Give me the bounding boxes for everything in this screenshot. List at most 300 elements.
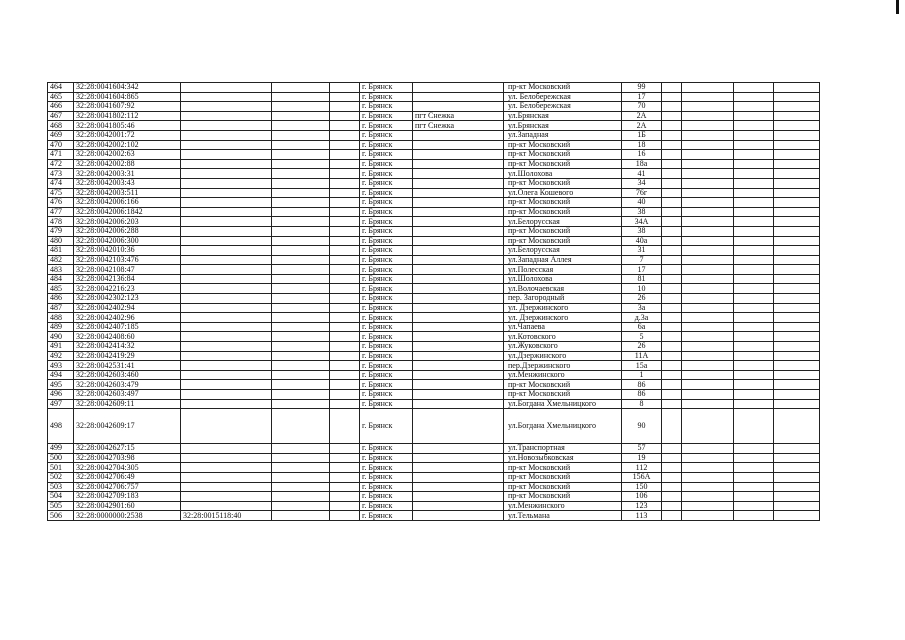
settlement-cell (413, 361, 504, 371)
city-cell: г. Брянск (360, 217, 413, 227)
empty-cell (272, 274, 330, 284)
house-number-cell: 1 (622, 370, 662, 380)
empty-cell (734, 198, 774, 208)
empty-cell (774, 472, 820, 482)
table-row (48, 217, 820, 227)
empty-cell (330, 198, 360, 208)
empty-cell (330, 351, 360, 361)
city-cell: г. Брянск (360, 140, 413, 150)
row-number-cell: 505 (48, 501, 74, 511)
table-row (48, 111, 820, 121)
settlement-cell (413, 83, 504, 93)
city-cell: г. Брянск (360, 453, 413, 463)
cadastral-number-cell: 32:28:0042103:476 (74, 255, 181, 265)
cadastral-number-cell: 32:28:0041607:92 (74, 102, 181, 112)
empty-cell (272, 102, 330, 112)
empty-cell (774, 303, 820, 313)
city-cell: г. Брянск (360, 492, 413, 502)
empty-cell (662, 342, 682, 352)
cadastral-number-cell: 32:28:0041604:865 (74, 92, 181, 102)
empty-cell (734, 370, 774, 380)
empty-cell (734, 102, 774, 112)
cadastral-number-cell: 32:28:0042006:300 (74, 236, 181, 246)
settlement-cell (413, 322, 504, 332)
row-number-cell: 478 (48, 217, 74, 227)
empty-cell (662, 236, 682, 246)
house-number-cell: 156А (622, 472, 662, 482)
empty-cell (734, 169, 774, 179)
city-cell: г. Брянск (360, 265, 413, 275)
table-row (48, 492, 820, 502)
linked-cadastral-cell (181, 274, 272, 284)
table-row (48, 332, 820, 342)
settlement-cell (413, 351, 504, 361)
empty-cell (682, 409, 734, 444)
cadastral-number-cell: 32:28:0042108:47 (74, 265, 181, 275)
empty-cell (774, 444, 820, 454)
street-cell: ул.Западная (504, 130, 622, 140)
linked-cadastral-cell (181, 188, 272, 198)
cadastral-number-cell: 32:28:0000000:2538 (74, 511, 181, 521)
empty-cell (662, 246, 682, 256)
settlement-cell (413, 159, 504, 169)
street-cell: пр-кт Московский (504, 472, 622, 482)
street-cell: пр-кт Московский (504, 159, 622, 169)
table-body (48, 83, 820, 521)
empty-cell (272, 322, 330, 332)
empty-cell (330, 303, 360, 313)
empty-cell (662, 226, 682, 236)
house-number-cell: 70 (622, 102, 662, 112)
empty-cell (330, 121, 360, 131)
empty-cell (330, 380, 360, 390)
empty-cell (272, 294, 330, 304)
settlement-cell (413, 482, 504, 492)
linked-cadastral-cell (181, 370, 272, 380)
house-number-cell: 11А (622, 351, 662, 361)
empty-cell (682, 303, 734, 313)
row-number-cell: 479 (48, 226, 74, 236)
cadastral-number-cell: 32:28:0042001:72 (74, 130, 181, 140)
settlement-cell (413, 284, 504, 294)
empty-cell (272, 169, 330, 179)
empty-cell (682, 265, 734, 275)
empty-cell (774, 380, 820, 390)
empty-cell (682, 169, 734, 179)
empty-cell (662, 83, 682, 93)
empty-cell (682, 370, 734, 380)
linked-cadastral-cell (181, 409, 272, 444)
cadastral-number-cell: 32:28:0042609:17 (74, 409, 181, 444)
house-number-cell: 112 (622, 463, 662, 473)
row-number-cell: 474 (48, 178, 74, 188)
empty-cell (734, 342, 774, 352)
empty-cell (734, 178, 774, 188)
settlement-cell (413, 409, 504, 444)
linked-cadastral-cell (181, 246, 272, 256)
empty-cell (682, 342, 734, 352)
empty-cell (734, 140, 774, 150)
empty-cell (734, 322, 774, 332)
city-cell: г. Брянск (360, 294, 413, 304)
street-cell: ул.Западная Аллея (504, 255, 622, 265)
city-cell: г. Брянск (360, 303, 413, 313)
row-number-cell: 475 (48, 188, 74, 198)
table-row (48, 444, 820, 454)
house-number-cell: 16 (622, 150, 662, 160)
empty-cell (734, 246, 774, 256)
street-cell: ул.Шолохова (504, 274, 622, 284)
house-number-cell: 26 (622, 294, 662, 304)
table-row (48, 246, 820, 256)
row-number-cell: 488 (48, 313, 74, 323)
empty-cell (734, 409, 774, 444)
linked-cadastral-cell (181, 102, 272, 112)
empty-cell (272, 303, 330, 313)
table-row (48, 159, 820, 169)
settlement-cell (413, 492, 504, 502)
empty-cell (272, 444, 330, 454)
city-cell: г. Брянск (360, 482, 413, 492)
empty-cell (662, 453, 682, 463)
row-number-cell: 472 (48, 159, 74, 169)
row-number-cell: 471 (48, 150, 74, 160)
table-row (48, 482, 820, 492)
cadastral-number-cell: 32:28:0042603:479 (74, 380, 181, 390)
empty-cell (272, 284, 330, 294)
table-row (48, 140, 820, 150)
table-row (48, 370, 820, 380)
house-number-cell: 41 (622, 169, 662, 179)
row-number-cell: 482 (48, 255, 74, 265)
empty-cell (662, 380, 682, 390)
empty-cell (774, 342, 820, 352)
table-row (48, 351, 820, 361)
empty-cell (330, 284, 360, 294)
empty-cell (774, 217, 820, 227)
table-row (48, 380, 820, 390)
empty-cell (330, 492, 360, 502)
city-cell: г. Брянск (360, 409, 413, 444)
empty-cell (662, 284, 682, 294)
empty-cell (662, 399, 682, 409)
empty-cell (330, 511, 360, 521)
street-cell: ул.Дзержинского (504, 351, 622, 361)
linked-cadastral-cell (181, 453, 272, 463)
empty-cell (734, 255, 774, 265)
street-cell: ул.Брянская (504, 121, 622, 131)
city-cell: г. Брянск (360, 380, 413, 390)
empty-cell (272, 121, 330, 131)
settlement-cell (413, 188, 504, 198)
house-number-cell: 38 (622, 207, 662, 217)
empty-cell (734, 92, 774, 102)
empty-cell (774, 274, 820, 284)
empty-cell (272, 453, 330, 463)
city-cell: г. Брянск (360, 121, 413, 131)
empty-cell (272, 255, 330, 265)
empty-cell (774, 130, 820, 140)
empty-cell (662, 501, 682, 511)
city-cell: г. Брянск (360, 351, 413, 361)
table-row (48, 342, 820, 352)
empty-cell (774, 370, 820, 380)
empty-cell (662, 303, 682, 313)
cadastral-number-cell: 32:28:0042706:757 (74, 482, 181, 492)
empty-cell (662, 102, 682, 112)
row-number-cell: 481 (48, 246, 74, 256)
empty-cell (734, 284, 774, 294)
cadastral-number-cell: 32:28:0041802:112 (74, 111, 181, 121)
empty-cell (330, 255, 360, 265)
empty-cell (734, 150, 774, 160)
empty-cell (272, 399, 330, 409)
cadastral-number-cell: 32:28:0042603:497 (74, 390, 181, 400)
cadastral-number-cell: 32:28:0042609:11 (74, 399, 181, 409)
table-row (48, 130, 820, 140)
cadastral-number-cell: 32:28:0042006:288 (74, 226, 181, 236)
empty-cell (734, 303, 774, 313)
empty-cell (734, 207, 774, 217)
street-cell: ул.Полесская (504, 265, 622, 275)
empty-cell (662, 351, 682, 361)
empty-cell (734, 492, 774, 502)
city-cell: г. Брянск (360, 322, 413, 332)
empty-cell (330, 409, 360, 444)
empty-cell (682, 332, 734, 342)
house-number-cell: д.3а (622, 313, 662, 323)
empty-cell (682, 102, 734, 112)
linked-cadastral-cell (181, 390, 272, 400)
empty-cell (662, 313, 682, 323)
row-number-cell: 484 (48, 274, 74, 284)
empty-cell (330, 111, 360, 121)
table-row (48, 198, 820, 208)
linked-cadastral-cell (181, 207, 272, 217)
row-number-cell: 498 (48, 409, 74, 444)
house-number-cell: 86 (622, 380, 662, 390)
city-cell: г. Брянск (360, 83, 413, 93)
cadastral-number-cell: 32:28:0042704:305 (74, 463, 181, 473)
empty-cell (734, 130, 774, 140)
empty-cell (682, 322, 734, 332)
cadastral-number-cell: 32:28:0042002:63 (74, 150, 181, 160)
settlement-cell (413, 274, 504, 284)
linked-cadastral-cell (181, 159, 272, 169)
row-number-cell: 467 (48, 111, 74, 121)
empty-cell (734, 217, 774, 227)
empty-cell (774, 150, 820, 160)
cadastral-number-cell: 32:28:0042402:94 (74, 303, 181, 313)
city-cell: г. Брянск (360, 313, 413, 323)
empty-cell (272, 472, 330, 482)
city-cell: г. Брянск (360, 111, 413, 121)
street-cell: пр-кт Московский (504, 492, 622, 502)
city-cell: г. Брянск (360, 226, 413, 236)
house-number-cell: 15а (622, 361, 662, 371)
cadastral-number-cell: 32:28:0042709:183 (74, 492, 181, 502)
row-number-cell: 504 (48, 492, 74, 502)
linked-cadastral-cell (181, 121, 272, 131)
house-number-cell: 113 (622, 511, 662, 521)
empty-cell (330, 102, 360, 112)
empty-cell (682, 351, 734, 361)
empty-cell (330, 399, 360, 409)
street-cell: пр-кт Московский (504, 380, 622, 390)
settlement-cell (413, 236, 504, 246)
street-cell: ул.Менжинского (504, 501, 622, 511)
empty-cell (682, 482, 734, 492)
empty-cell (662, 178, 682, 188)
city-cell: г. Брянск (360, 150, 413, 160)
empty-cell (272, 150, 330, 160)
cadastral-number-cell: 32:28:0042603:460 (74, 370, 181, 380)
empty-cell (272, 351, 330, 361)
settlement-cell (413, 130, 504, 140)
city-cell: г. Брянск (360, 390, 413, 400)
table-row (48, 303, 820, 313)
linked-cadastral-cell (181, 322, 272, 332)
city-cell: г. Брянск (360, 444, 413, 454)
settlement-cell (413, 255, 504, 265)
empty-cell (272, 178, 330, 188)
empty-cell (662, 482, 682, 492)
city-cell: г. Брянск (360, 342, 413, 352)
empty-cell (734, 444, 774, 454)
row-number-cell: 502 (48, 472, 74, 482)
empty-cell (330, 274, 360, 284)
empty-cell (774, 226, 820, 236)
row-number-cell: 473 (48, 169, 74, 179)
empty-cell (330, 463, 360, 473)
settlement-cell (413, 102, 504, 112)
empty-cell (682, 207, 734, 217)
linked-cadastral-cell (181, 472, 272, 482)
city-cell: г. Брянск (360, 102, 413, 112)
empty-cell (662, 492, 682, 502)
cadastral-number-cell: 32:28:0042408:60 (74, 332, 181, 342)
empty-cell (662, 169, 682, 179)
row-number-cell: 495 (48, 380, 74, 390)
row-number-cell: 469 (48, 130, 74, 140)
empty-cell (330, 207, 360, 217)
street-cell: ул.Жуковского (504, 342, 622, 352)
house-number-cell: 2А (622, 121, 662, 131)
empty-cell (662, 130, 682, 140)
settlement-cell (413, 342, 504, 352)
linked-cadastral-cell (181, 140, 272, 150)
empty-cell (774, 102, 820, 112)
street-cell: пр-кт Московский (504, 482, 622, 492)
city-cell: г. Брянск (360, 255, 413, 265)
table-row (48, 92, 820, 102)
empty-cell (774, 482, 820, 492)
empty-cell (330, 188, 360, 198)
table-row (48, 83, 820, 93)
city-cell: г. Брянск (360, 198, 413, 208)
street-cell: пр-кт Московский (504, 463, 622, 473)
linked-cadastral-cell (181, 444, 272, 454)
cadastral-number-cell: 32:28:0042216:23 (74, 284, 181, 294)
cadastral-number-cell: 32:28:0042006:166 (74, 198, 181, 208)
cadastral-number-cell: 32:28:0042002:88 (74, 159, 181, 169)
empty-cell (330, 313, 360, 323)
street-cell: пер. Загородный (504, 294, 622, 304)
row-number-cell: 485 (48, 284, 74, 294)
empty-cell (330, 83, 360, 93)
table-row (48, 169, 820, 179)
city-cell: г. Брянск (360, 92, 413, 102)
empty-cell (774, 453, 820, 463)
page-edge-mark (896, 0, 899, 14)
row-number-cell: 470 (48, 140, 74, 150)
empty-cell (734, 511, 774, 521)
cadastral-number-cell: 32:28:0042703:98 (74, 453, 181, 463)
linked-cadastral-cell (181, 501, 272, 511)
empty-cell (774, 188, 820, 198)
row-number-cell: 486 (48, 294, 74, 304)
empty-cell (682, 501, 734, 511)
settlement-cell: пгт Снежка (413, 121, 504, 131)
linked-cadastral-cell (181, 380, 272, 390)
settlement-cell (413, 150, 504, 160)
empty-cell (682, 255, 734, 265)
empty-cell (682, 399, 734, 409)
street-cell: пр-кт Московский (504, 207, 622, 217)
empty-cell (734, 226, 774, 236)
row-number-cell: 490 (48, 332, 74, 342)
row-number-cell: 497 (48, 399, 74, 409)
settlement-cell (413, 198, 504, 208)
empty-cell (330, 150, 360, 160)
row-number-cell: 499 (48, 444, 74, 454)
city-cell: г. Брянск (360, 511, 413, 521)
empty-cell (330, 294, 360, 304)
table-row (48, 453, 820, 463)
document-sheet (47, 82, 819, 521)
linked-cadastral-cell (181, 111, 272, 121)
linked-cadastral-cell (181, 150, 272, 160)
house-number-cell: 2А (622, 111, 662, 121)
row-number-cell: 491 (48, 342, 74, 352)
empty-cell (272, 390, 330, 400)
table-row (48, 501, 820, 511)
row-number-cell: 483 (48, 265, 74, 275)
row-number-cell: 465 (48, 92, 74, 102)
row-number-cell: 480 (48, 236, 74, 246)
empty-cell (662, 150, 682, 160)
empty-cell (272, 511, 330, 521)
empty-cell (682, 140, 734, 150)
row-number-cell: 489 (48, 322, 74, 332)
house-number-cell: 86 (622, 390, 662, 400)
settlement-cell (413, 313, 504, 323)
linked-cadastral-cell (181, 226, 272, 236)
city-cell: г. Брянск (360, 130, 413, 140)
table-row (48, 102, 820, 112)
house-number-cell: 123 (622, 501, 662, 511)
table-row (48, 207, 820, 217)
empty-cell (330, 501, 360, 511)
table-row (48, 313, 820, 323)
empty-cell (272, 207, 330, 217)
table-row (48, 284, 820, 294)
linked-cadastral-cell (181, 303, 272, 313)
cadastral-number-cell: 32:28:0042003:43 (74, 178, 181, 188)
linked-cadastral-cell: 32:28:0015118:40 (181, 511, 272, 521)
house-number-cell: 5 (622, 332, 662, 342)
empty-cell (330, 322, 360, 332)
